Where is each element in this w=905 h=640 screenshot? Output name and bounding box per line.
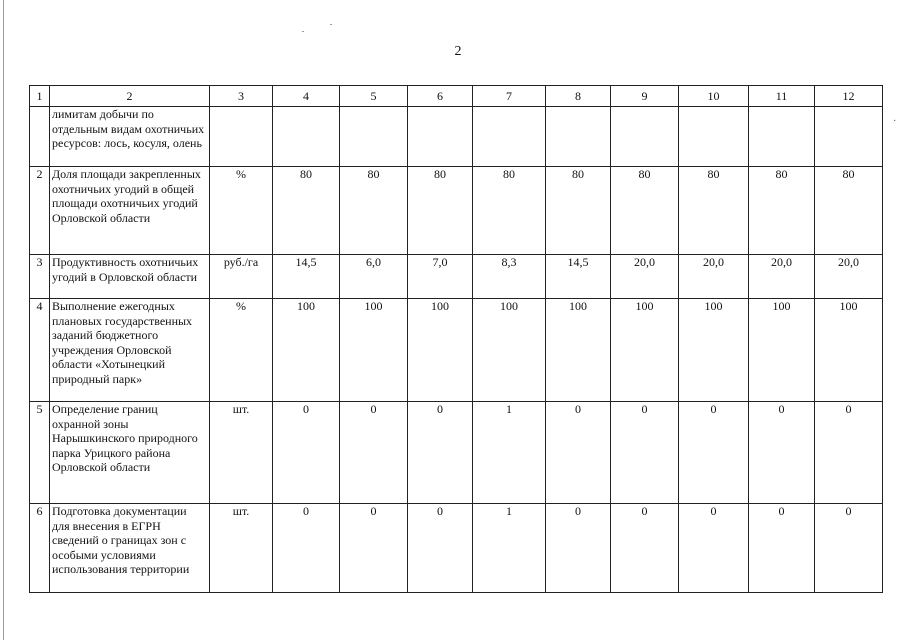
value-cell: 0 (408, 504, 473, 593)
value-cell (473, 107, 546, 167)
column-header: 9 (611, 86, 679, 107)
value-cell: 8,3 (473, 255, 546, 299)
indicator-name: лимитам добычи по отдельным видам охотничьих ресурсов: лось, косуля, олень (50, 107, 210, 167)
value-cell: 80 (679, 167, 749, 255)
column-header: 6 (408, 86, 473, 107)
column-header: 7 (473, 86, 546, 107)
column-header: 10 (679, 86, 749, 107)
indicator-name: Продуктивность охотничьих угодий в Орловской области (50, 255, 210, 299)
value-cell: 80 (408, 167, 473, 255)
table-row (30, 504, 883, 593)
row-number: 2 (30, 167, 50, 255)
table-row (30, 255, 883, 299)
margin-mark: · (893, 116, 897, 127)
value-cell: 0 (749, 504, 815, 593)
value-cell: 80 (611, 167, 679, 255)
value-cell (546, 107, 611, 167)
table-row (30, 167, 883, 255)
column-header: 12 (815, 86, 883, 107)
indicator-name: Определение границ охранной зоны Нарышкинского природного парка Урицкого района Орловской области (50, 402, 210, 504)
value-cell: 80 (815, 167, 883, 255)
row-number: 4 (30, 299, 50, 402)
value-cell: 0 (273, 504, 340, 593)
row-number: 6 (30, 504, 50, 593)
value-cell: 100 (273, 299, 340, 402)
value-cell: 0 (340, 504, 408, 593)
value-cell: 80 (749, 167, 815, 255)
indicator-name: Выполнение ежегодных плановых государственных заданий бюджетного учреждения Орловской области «Хотынецкий природный парк» (50, 299, 210, 402)
value-cell: 20,0 (815, 255, 883, 299)
table-row (30, 402, 883, 504)
table-body (30, 86, 883, 593)
value-cell: 100 (749, 299, 815, 402)
value-cell: 0 (815, 504, 883, 593)
value-cell: 0 (679, 402, 749, 504)
row-number: 3 (30, 255, 50, 299)
value-cell (679, 107, 749, 167)
value-cell: 14,5 (546, 255, 611, 299)
unit-cell (210, 107, 273, 167)
indicators-table (29, 85, 883, 593)
unit-cell: шт. (210, 504, 273, 593)
value-cell: 80 (340, 167, 408, 255)
value-cell: 100 (679, 299, 749, 402)
value-cell (611, 107, 679, 167)
value-cell: 14,5 (273, 255, 340, 299)
value-cell: 0 (546, 504, 611, 593)
scan-left-edge (3, 0, 4, 640)
column-header: 4 (273, 86, 340, 107)
value-cell: 0 (611, 504, 679, 593)
column-header: 2 (50, 86, 210, 107)
table-row (30, 299, 883, 402)
value-cell (340, 107, 408, 167)
table-header-row (30, 86, 883, 107)
column-header: 11 (749, 86, 815, 107)
value-cell (273, 107, 340, 167)
row-number (30, 107, 50, 167)
row-number: 5 (30, 402, 50, 504)
value-cell: 20,0 (749, 255, 815, 299)
value-cell: 80 (473, 167, 546, 255)
value-cell: 0 (815, 402, 883, 504)
value-cell: 100 (546, 299, 611, 402)
scan-speck (330, 24, 332, 25)
value-cell: 0 (749, 402, 815, 504)
value-cell: 0 (408, 402, 473, 504)
unit-cell: руб./га (210, 255, 273, 299)
value-cell: 0 (611, 402, 679, 504)
page-number: 2 (454, 44, 462, 59)
value-cell: 1 (473, 504, 546, 593)
value-cell: 6,0 (340, 255, 408, 299)
value-cell: 100 (408, 299, 473, 402)
value-cell: 80 (273, 167, 340, 255)
value-cell (408, 107, 473, 167)
value-cell: 100 (473, 299, 546, 402)
value-cell: 20,0 (611, 255, 679, 299)
value-cell (749, 107, 815, 167)
value-cell: 0 (679, 504, 749, 593)
unit-cell: шт. (210, 402, 273, 504)
table-row (30, 107, 883, 167)
value-cell: 0 (273, 402, 340, 504)
value-cell: 100 (611, 299, 679, 402)
value-cell: 0 (340, 402, 408, 504)
value-cell: 80 (546, 167, 611, 255)
unit-cell: % (210, 299, 273, 402)
value-cell: 100 (815, 299, 883, 402)
column-header: 1 (30, 86, 50, 107)
column-header: 3 (210, 86, 273, 107)
value-cell: 1 (473, 402, 546, 504)
value-cell: 0 (546, 402, 611, 504)
scan-speck (302, 31, 304, 32)
column-header: 5 (340, 86, 408, 107)
unit-cell: % (210, 167, 273, 255)
value-cell: 100 (340, 299, 408, 402)
value-cell (815, 107, 883, 167)
indicator-name: Подготовка документации для внесения в ЕГРН сведений о границах зон с особыми условиями использования территории (50, 504, 210, 593)
column-header: 8 (546, 86, 611, 107)
value-cell: 7,0 (408, 255, 473, 299)
value-cell: 20,0 (679, 255, 749, 299)
indicator-name: Доля площади закрепленных охотничьих угодий в общей площади охотничьих угодий Орловской области (50, 167, 210, 255)
